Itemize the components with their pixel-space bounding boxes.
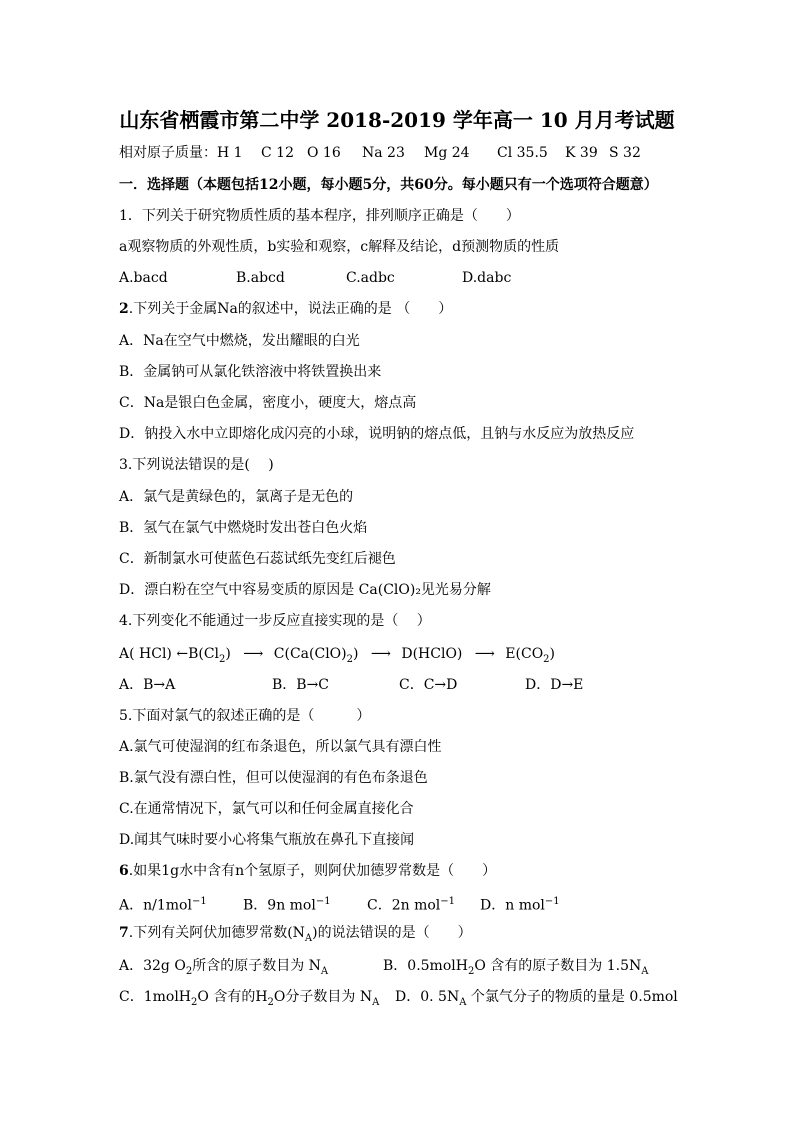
option-d-text: D．0. 5N bbox=[395, 989, 460, 1005]
chain-e-subscript: 2 bbox=[543, 653, 550, 665]
option-a-text: 所含的原子数目为 N bbox=[192, 958, 321, 974]
chain-b-close: ) bbox=[225, 646, 231, 662]
option-b-text: B．0.5molH bbox=[383, 958, 468, 974]
option-d-superscript: −1 bbox=[544, 896, 560, 907]
option-c-text: O分子数目为 N bbox=[273, 989, 373, 1005]
question-7-options-row-1 bbox=[119, 956, 679, 976]
option-c-subscript: 2 bbox=[267, 996, 274, 1008]
option-d-text: 个氯气分子的物质的量是 0.5mol bbox=[466, 989, 678, 1005]
question-2-stem bbox=[119, 299, 452, 319]
page-title: 山东省栖霞市第二中学 2018-2019 学年高一 10 月月考试题 bbox=[119, 108, 675, 132]
option-c-text: C．2n mol bbox=[367, 897, 441, 914]
question-2-option-b: B．金属钠可从氯化铁溶液中将铁置换出来 bbox=[119, 364, 382, 380]
chain-c-subscript: 2 bbox=[346, 653, 353, 665]
right-arrow-icon: ⟶ bbox=[243, 646, 262, 662]
option-a-subscript: A bbox=[320, 966, 329, 977]
right-arrow-icon: ⟶ bbox=[370, 646, 389, 662]
question-2-number: 2 bbox=[119, 301, 129, 317]
question-6-options bbox=[119, 892, 579, 912]
mass-item: Na 23 bbox=[362, 145, 405, 161]
question-1-options bbox=[119, 268, 539, 288]
mass-item: O 16 bbox=[307, 145, 341, 161]
option-d bbox=[480, 892, 560, 916]
option-a bbox=[119, 956, 328, 982]
option-b bbox=[383, 956, 648, 982]
question-2-text: .下列关于金属Na的叙述中，说法正确的是 （ ） bbox=[128, 301, 453, 317]
question-2-option-d: D．钠投入水中立即熔化成闪亮的小球，说明钠的熔点低，且钠与水反应为放热反应 bbox=[119, 426, 635, 442]
option-c bbox=[119, 987, 379, 1013]
option-c-subscript: 2 bbox=[191, 996, 198, 1008]
mass-item: H 1 bbox=[217, 145, 243, 161]
option-b-subscript: A bbox=[641, 966, 649, 977]
atomic-masses bbox=[119, 143, 679, 163]
question-5-option-b: B.氯气没有漂白性，但可以使湿润的有色布条退色 bbox=[119, 770, 428, 786]
question-6-text: .如果1g水中含有n个氢原子，则阿伏加德罗常数是（ ） bbox=[128, 863, 497, 879]
left-arrow-icon: ← bbox=[176, 646, 189, 662]
question-7-subscript: A bbox=[304, 932, 313, 944]
mass-item: Cl 35.5 bbox=[497, 145, 548, 161]
chain-c: C(Ca(ClO) bbox=[273, 646, 347, 662]
question-7-text-pre: .下列有关阿伏加德罗常数(N bbox=[128, 925, 305, 941]
option-a: A．B→A bbox=[119, 677, 176, 693]
question-5-stem: 5.下面对氯气的叙述正确的是（ ） bbox=[119, 708, 371, 724]
option-b: B.abcd bbox=[236, 270, 285, 286]
mass-item: K 39 bbox=[565, 145, 598, 161]
option-b-superscript: −1 bbox=[315, 896, 331, 907]
mass-item: S 32 bbox=[609, 145, 641, 161]
option-d-subscript: A bbox=[459, 997, 467, 1008]
option-a-text: A．32g O bbox=[119, 958, 186, 974]
question-1-description: a观察物质的外观性质，b实验和观察，c解释及结论，d预测物质的性质 bbox=[119, 239, 560, 255]
question-5-option-d: D.闻其气味时要小心将集气瓶放在鼻孔下直接闻 bbox=[119, 832, 415, 848]
option-a bbox=[119, 892, 207, 916]
chain-e-close: ) bbox=[549, 646, 556, 662]
option-a: A.bacd bbox=[119, 270, 168, 286]
question-3-option-c: C．新制氯水可使蓝色石蕊试纸先变红后褪色 bbox=[119, 551, 396, 567]
mass-item: C 12 bbox=[261, 145, 294, 161]
chain-e: E(CO bbox=[505, 646, 544, 662]
option-d-text: D．n mol bbox=[480, 897, 545, 914]
section-heading: 一．选择题（本题包括12小题，每小题5分，共60分。每小题只有一个选项符合题意） bbox=[119, 177, 658, 193]
question-3-stem: 3.下列说法错误的是( ) bbox=[119, 457, 274, 473]
right-arrow-icon: ⟶ bbox=[474, 646, 493, 662]
question-3-option-b: B．氢气在氯气中燃烧时发出苍白色火焰 bbox=[119, 520, 368, 536]
reaction-chain bbox=[119, 644, 555, 670]
option-c-subscript: A bbox=[372, 997, 380, 1008]
question-5-option-c: C.在通常情况下，氯气可以和任何金属直接化合 bbox=[119, 801, 414, 817]
option-a-superscript: −1 bbox=[191, 896, 207, 907]
option-b bbox=[243, 892, 331, 916]
question-2-option-c: C．Na是银白色金属，密度小，硬度大，熔点高 bbox=[119, 395, 417, 411]
question-1-stem: 1．下列关于研究物质性质的基本程序，排列顺序正确是（ ） bbox=[119, 208, 520, 224]
question-7-number: 7 bbox=[119, 925, 129, 941]
question-7-options-row-2 bbox=[119, 987, 679, 1007]
question-6-stem bbox=[119, 861, 496, 881]
option-d bbox=[395, 987, 678, 1013]
question-2-option-a: A．Na在空气中燃烧，发出耀眼的白光 bbox=[119, 333, 360, 349]
chain-b: B(Cl bbox=[188, 646, 220, 662]
chain-b-subscript: 2 bbox=[219, 653, 226, 665]
question-3-option-d: D．漂白粉在空气中容易变质的原因是 Ca(ClO)₂见光易分解 bbox=[119, 582, 491, 598]
mass-item: Mg 24 bbox=[424, 145, 470, 161]
question-5-option-a: A.氯气可使湿润的红布条退色，所以氯气具有漂白性 bbox=[119, 739, 442, 755]
option-c-text: O 含有的H bbox=[197, 989, 268, 1005]
option-b-text: B．9n mol bbox=[243, 897, 316, 914]
atomic-masses-label: 相对原子质量： bbox=[119, 145, 217, 161]
option-c-text: C．1molH bbox=[119, 989, 192, 1005]
chain-d: D(HClO) bbox=[401, 646, 463, 662]
chain-c-close: ) bbox=[352, 646, 359, 662]
option-c: C．C→D bbox=[399, 677, 458, 693]
question-7-text-post: )的说法错误的是（ ） bbox=[312, 925, 472, 941]
option-a-subscript: 2 bbox=[185, 965, 193, 977]
option-b: B．B→C bbox=[272, 677, 330, 693]
question-6-number: 6 bbox=[119, 863, 129, 879]
option-d: D.dabc bbox=[462, 270, 512, 286]
option-c bbox=[367, 892, 455, 916]
option-a-text: A．n/1mol bbox=[119, 897, 192, 914]
question-4-options bbox=[119, 675, 599, 695]
option-c: C.adbc bbox=[346, 270, 395, 286]
question-4-stem: 4.下列变化不能通过一步反应直接实现的是（ ） bbox=[119, 613, 431, 629]
option-c-superscript: −1 bbox=[440, 896, 456, 907]
option-b-text: O 含有的原子数目为 1.5N bbox=[474, 958, 642, 974]
question-3-option-a: A．氯气是黄绿色的，氯离子是无色的 bbox=[119, 489, 354, 505]
chain-a: A( HCl) bbox=[119, 646, 172, 662]
option-d: D．D→E bbox=[525, 677, 584, 693]
option-b-subscript: 2 bbox=[467, 965, 475, 977]
question-7-stem bbox=[119, 923, 472, 949]
